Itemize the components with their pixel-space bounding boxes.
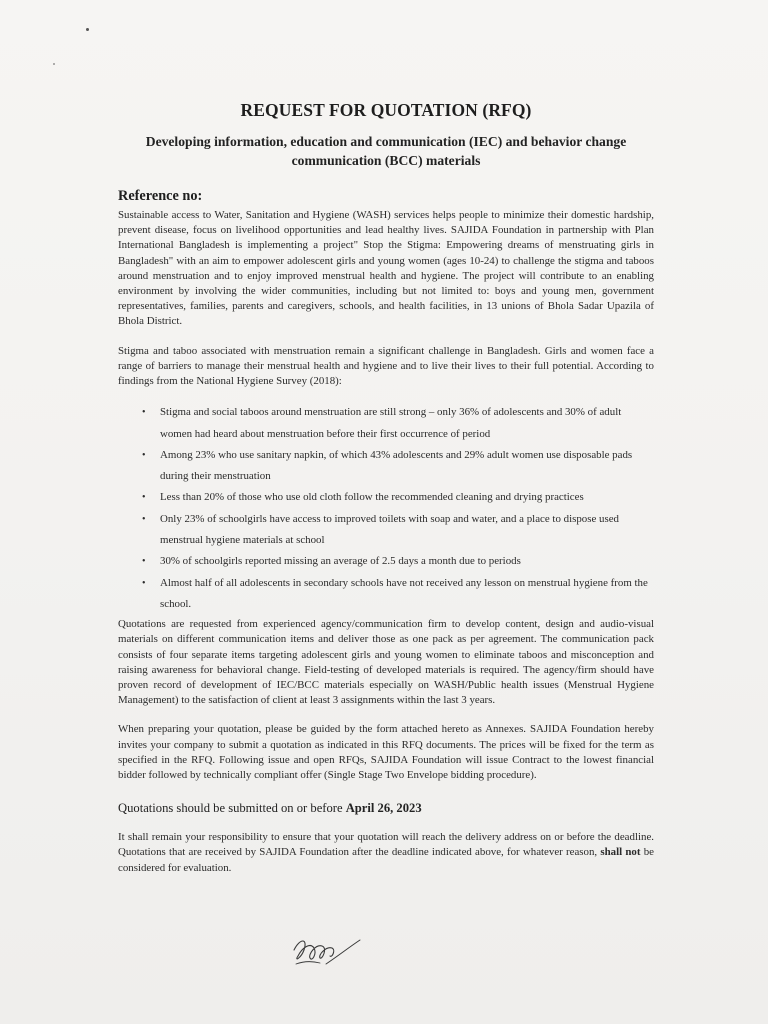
bullet-dot-icon: •	[142, 556, 146, 568]
document-title: REQUEST FOR QUOTATION (RFQ)	[240, 100, 532, 120]
paragraph-guidance: When preparing your quotation, please be guided by the form attached hereto as Annexes. SAJIDA Foundation hereby invites your company to submit a quotation as indicated in this RFQ documents. The prices will be fixed for the term as specified in the RFQ. Following issue and open RFQs, SAJIDA Foundation will issue Contract to the lowest financial bidder followed by technically compliant offer (Single Stage Two Envelope bidding procedure).	[118, 723, 654, 782]
list-item: • Among 23% who use sanitary napkin, of which 43% adolescents and 29% adult women use disposable pads during their menstruation	[118, 445, 654, 488]
document-body	[118, 100, 654, 876]
bullet-dot-icon: •	[142, 449, 146, 461]
paragraph-responsibility: It shall remain your responsibility to ensure that your quotation will reach the delivery address on or before the deadline. Quotations that are received by SAJIDA Foundation after the deadline indicated above, for whatever reason, shall not be considered for evaluation.	[118, 831, 654, 874]
findings-list	[118, 402, 654, 615]
list-item: • 30% of schoolgirls reported missing an average of 2.5 days a month due to periods	[118, 551, 654, 572]
paragraph-request: Quotations are requested from experienced agency/communication firm to develop content, design and audio-visual materials on different communication items and deliver those as one pack as per agreement. The communication pack consists of four separate items targeting adolescent girls and young women to eliminate taboos and misconception and raising awareness for behavioral change. Field-testing of developed materials is required. The agency/firm should have proven record of development of IEC/BCC materials especially on WASH/Public health issues (Menstrual Hygiene Management) to the satisfaction of client at least 3 assignments within the last 3 years.	[118, 618, 654, 707]
handwritten-signature-icon	[286, 928, 366, 978]
document-subtitle: Developing information, education and communication (IEC) and behavior change communication (BCC) materials	[145, 134, 627, 168]
list-item: • Almost half of all adolescents in secondary schools have not received any lesson on menstrual hygiene from the school.	[118, 573, 654, 616]
bullet-dot-icon: •	[142, 492, 146, 504]
submission-deadline: Quotations should be submitted on or before April 26, 2023	[118, 801, 422, 816]
scan-speck	[86, 28, 89, 31]
reference-label: Reference no:	[118, 188, 203, 204]
list-item: • Stigma and social taboos around menstruation are still strong – only 36% of adolescents and 30% of adult women had heard about menstruation before their first occurrence of period	[118, 402, 654, 445]
paragraph-intro: Sustainable access to Water, Sanitation and Hygiene (WASH) services helps people to minimize their domestic hardship, prevent disease, focus on livelihood opportunities and lead healthy lives. SAJIDA Foundation in partnership with Plan International Bangladesh is implementing a project" Stop the Stigma: Empowering dreams of menstruating girls in Bangladesh" with an aim to empower adolescent girls and young women (ages 10-24) to challenge the stigma and taboos around menstruation and to enjoy improved menstrual health and hygiene. The project will contribute to an enabling environment by involving the wider communities, including but not limited to: boys and young men, government representatives, families, parents and caregivers, schools, and health facilities, in 13 unions of Bhola Sadar Upazila of Bhola District.	[118, 209, 654, 328]
bullet-dot-icon: •	[142, 513, 146, 525]
list-item: • Only 23% of schoolgirls have access to improved toilets with soap and water, and a place to dispose used menstrual hygiene materials at school	[118, 509, 654, 552]
bullet-dot-icon: •	[142, 407, 146, 419]
scan-speck	[53, 63, 55, 65]
emphasis-shall-not: shall not	[600, 846, 641, 859]
list-item: • Less than 20% of those who use old cloth follow the recommended cleaning and drying practices	[118, 487, 654, 508]
paragraph-stigma: Stigma and taboo associated with menstruation remain a significant challenge in Bangladesh. Girls and women face a range of barriers to manage their menstrual health and hygiene and to live their lives to their full potential. According to findings from the National Hygiene Survey (2018):	[118, 344, 654, 388]
deadline-date: April 26, 2023	[345, 801, 422, 816]
bullet-dot-icon: •	[142, 577, 146, 589]
